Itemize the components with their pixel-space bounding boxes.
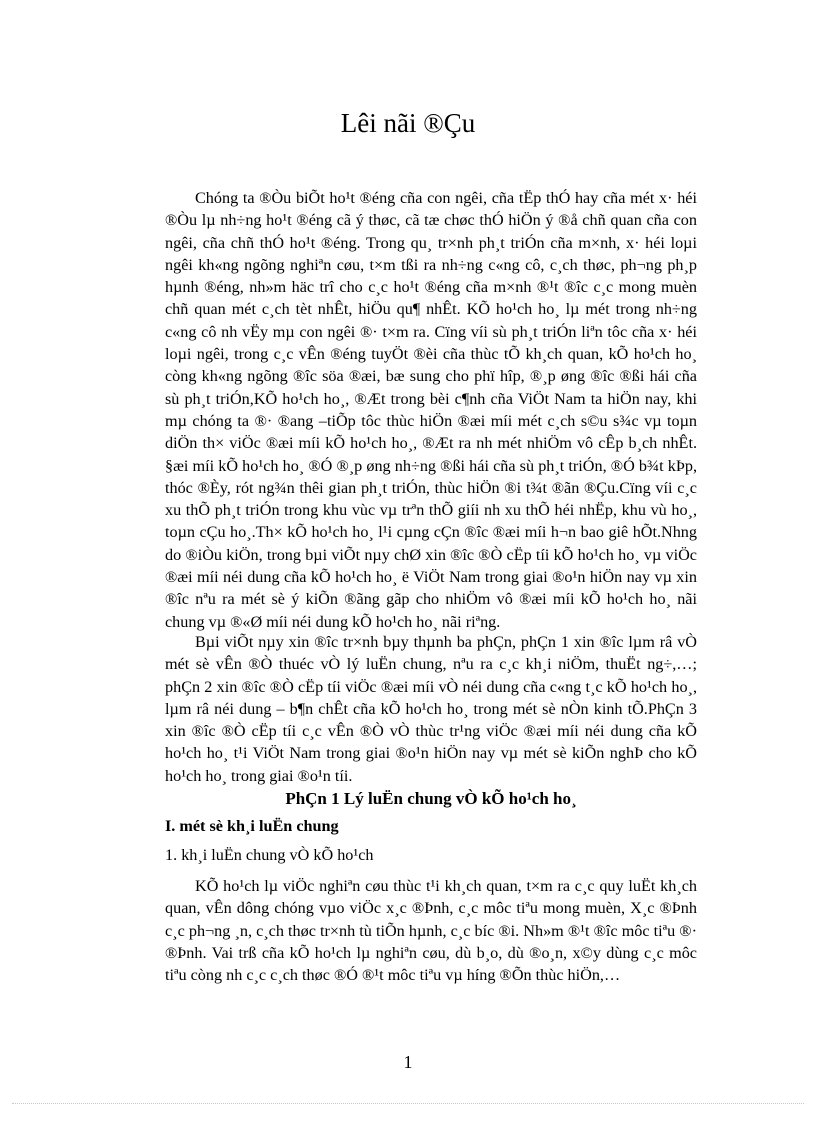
intro-paragraph-1: Chóng ta ®Òu biÕt ho¹t ®éng cña con ngêi, cña tËp thÓ hay cña mét x· héi ®Òu lµ nh÷ng ho¹t ®éng cã ý thøc, cã tæ chøc thÓ hiÖn ý ®å chñ quan cña con ngêi, cña chñ thÓ ho¹t ®éng. Trong qu¸ tr×nh ph¸t triÓn cña m×nh, x· héi loµi ngêi kh«ng ngõng nghiªn cøu, t×m tßi ra nh÷ng c«ng cô, c¸ch thøc, ph¬ng ph¸p hµnh ®éng, nh»m häc trî cho c¸c ho¹t ®éng cña m×nh ®¹t ®îc c¸c mong muèn chñ quan mét c¸ch tèt nhÊt, hiÖu qu¶ nhÊt. KÕ ho¹ch ho¸ lµ mét trong nh÷ng c«ng cô nh vËy mµ con ngêi ®· t×m ra. Cïng víi sù ph¸t triÓn liªn tôc cña x· héi loµi ngêi, trong c¸c vÊn ®éng tuyÖt ®èi cña thùc tÕ kh¸ch quan, kÕ ho¹ch ho¸ còng kh«ng ngõng ®îc söa ®æi, bæ sung cho phï hîp, ®¸p øng ®îc ®ßi hái cña sù ph¸t triÓn,KÕ ho¹ch ho¸, ®Æt trong bèi c¶nh cña ViÖt Nam ta hiÖn nay, khi mµ chóng ta ®· ®ang –tiÕp tôc thùc hiÖn ®æi míi mét c¸ch s©u s¾c vµ toµn diÖn th× viÖc ®æi míi kÕ ho¹ch ho¸, ®Æt ra nh mét nhiÖm vô cÊp b¸ch nhÊt. §æi míi kÕ ho¹ch ho¸ ®Ó ®¸p øng nh÷ng ®ßi hái cña sù ph¸t triÓn, ®Ó b¾t kÞp, thóc ®Èy, rót ng¾n thêi gian ph¸t triÓn, thùc hiÖn ®i t¾t ®ãn ®Çu.Cïng víi c¸c xu thÕ ph¸t triÓn trong khu vùc vµ trªn thÕ giíi nh xu thÕ héi nhËp, khu vù ho¸, toµn cÇu ho¸.Th× kÕ ho¹ch ho¸ l¹i cµng cÇn ®îc ®æi míi h¬n bao giê hÕt.Nhng do ®iÒu kiÖn, trong bµi viÕt nµy chØ xin ®îc ®Ò cËp tíi kÕ ho¹ch ho¸ vµ viÖc ®æi míi néi dung cña kÕ ho¹ch ho¸ ë ViÖt Nam trong giai ®o¹n hiÖn nay vµ xin ®îc nªu ra mét sè ý kiÕn ®ãng gãp cho nhiÖm vô ®æi míi kÕ ho¹ch ho¸ nãi chung vµ ®«Ø míi néi dung kÕ ho¹ch ho¸ nãi riªng. — [165, 189, 697, 631]
page-bottom-divider — [12, 1103, 804, 1104]
page-title: Lêi nãi ®Çu — [340, 108, 476, 138]
sub-heading: 1. kh¸i luËn chung vÒ kÕ ho¹ch — [165, 846, 374, 864]
part-heading: PhÇn 1 Lý luËn chung vÒ kÕ ho¹ch ho¸ — [285, 789, 577, 808]
section-paragraph: KÕ ho¹ch lµ viÖc nghiªn cøu thùc t¹i kh¸ch quan, t×m ra c¸c quy luËt kh¸ch quan, vÊn dông chóng vµo viÖc x¸c ®Þnh, c¸c môc tiªu mong muèn, X¸c ®Þnh c¸c ph¬ng ¸n, c¸ch thøc tr×nh tù tiÕn hµnh, c¸c bíc ®i. Nh»m ®¹t ®îc môc tiªu ®· ®Þnh. Vai trß cña kÕ ho¹ch lµ nghiªn cøu, dù b¸o, dù ®o¸n, x©y dùng c¸c môc tiªu còng nh c¸c c¸ch thøc ®Ó ®¹t môc tiªu vµ híng ®Õn thùc hiÖn,… — [165, 877, 697, 985]
intro-paragraph-2: Bµi viÕt nµy xin ®îc tr×nh bµy thµnh ba phÇn, phÇn 1 xin ®îc lµm râ vÒ mét sè vÊn ®Ò thuéc vÒ lý luËn chung, nªu ra c¸c kh¸i niÖm, thuËt ng÷,…; phÇn 2 xin ®îc ®Ò cËp tíi viÖc ®æi míi vÒ néi dung cña c«ng t¸c kÕ ho¹ch ho¸, lµm râ néi dung – b¶n chÊt cña kÕ ho¹ch ho¸ trong mét sè nÒn kinh tÕ.PhÇn 3 xin ®îc ®Ò cËp tíi c¸c vÊn ®Ò vÒ thùc tr¹ng viÖc ®æi míi néi dung cña kÕ ho¹ch ho¸ t¹i ViÖt Nam trong giai ®o¹n hiÖn nay vµ mét sè kiÕn nghÞ cho kÕ ho¹ch ho¸ trong giai ®o¹n tíi. — [165, 633, 697, 785]
page-number: 1 — [403, 1052, 413, 1072]
section-heading: I. mét sè kh¸i luËn chung — [165, 817, 339, 835]
